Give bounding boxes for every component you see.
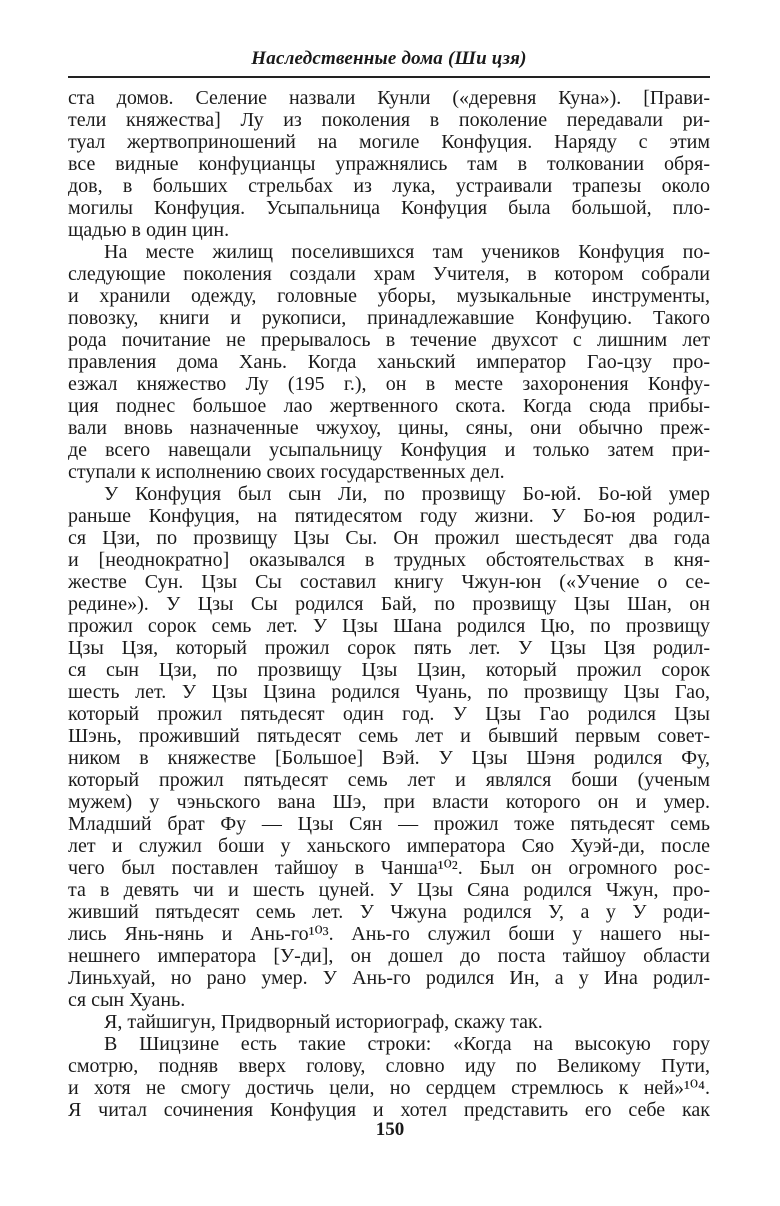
text-line: и хранили одежду, головные уборы, музыкальные инструменты, <box>68 285 710 307</box>
text-line: следующие поколения создали храм Учителя, в котором собрали <box>68 263 710 285</box>
text-line: У Конфуция был сын Ли, по прозвищу Бо-юй. Бо-юй умер <box>104 483 710 505</box>
text-line: ция поднес большое лао жертвенного скота. Когда сюда прибы- <box>68 395 710 417</box>
text-line: все видные конфуцианцы упражнялись там в толковании обря- <box>68 153 710 175</box>
text-line: та в девять чи и шесть цуней. У Цзы Сяна родился Чжун, про- <box>68 879 710 901</box>
text-line: жестве Сун. Цзы Сы составил книгу Чжун-юн («Учение о се- <box>68 571 710 593</box>
text-line: вали вновь назначенные чжухоу, цины, сяны, они обычно преж- <box>68 417 710 439</box>
text-line: живший пятьдесят семь лет. У Чжуна родился У, а у У роди- <box>68 901 710 923</box>
text-line: На месте жилищ поселившихся там учеников Конфуция по- <box>104 241 710 263</box>
text-line: де всего навещали усыпальницу Конфуция и только затем при- <box>68 439 710 461</box>
text-line: Линьхуай, но рано умер. У Ань-го родился Ин, а у Ина родил- <box>68 967 710 989</box>
text-line: и [неоднократно] оказывался в трудных обстоятельствах в кня- <box>68 549 710 571</box>
text-line: Шэнь, проживший пятьдесят семь лет и бывший первым совет- <box>68 725 710 747</box>
text-line: ся сын Цзи, по прозвищу Цзы Цзин, который прожил сорок <box>68 659 710 681</box>
text-line: ся сын Хуань. <box>68 989 186 1011</box>
text-line: который прожил пятьдесят один год. У Цзы Гао родился Цзы <box>68 703 710 725</box>
text-line: Цзы Цзя, который прожил сорок пять лет. У Цзы Цзя родил- <box>68 637 710 659</box>
text-line: ступали к исполнению своих государственных дел. <box>68 461 505 483</box>
page-number: 150 <box>375 1119 405 1140</box>
text-line: раньше Конфуция, на пятидесятом году жизни. У Бо-юя родил- <box>68 505 710 527</box>
text-line: Я, тайшигун, Придворный историограф, скажу так. <box>104 1011 543 1033</box>
text-line: туал жертвоприношений на могиле Конфуция. Наряду с этим <box>68 131 710 153</box>
page <box>68 44 710 1121</box>
body-text <box>68 87 710 1121</box>
text-line: В Шицзине есть такие строки: «Когда на высокую гору <box>104 1033 710 1055</box>
text-line: щадью в один цин. <box>68 219 230 241</box>
text-line: чего был поставлен тайшоу в Чанша¹⁰². Был он огромного рос- <box>68 857 710 879</box>
text-line: мужем) у чэньского вана Шэ, при власти которого он и умер. <box>68 791 710 813</box>
text-line: ся Цзи, по прозвищу Цзы Сы. Он прожил шестьдесят два года <box>68 527 710 549</box>
text-line: рода почитание не прерывалось в течение двухсот с лишним лет <box>68 329 710 351</box>
text-line: прожил сорок семь лет. У Цзы Шана родился Цю, по прозвищу <box>68 615 710 637</box>
text-line: и хотя не смогу достичь цели, но сердцем стремлюсь к ней»¹⁰⁴. <box>68 1077 710 1099</box>
text-line: ником в княжестве [Большое] Вэй. У Цзы Шэня родился Фу, <box>68 747 710 769</box>
header-rule <box>68 76 710 78</box>
text-line: шесть лет. У Цзы Цзина родился Чуань, по прозвищу Цзы Гао, <box>68 681 710 703</box>
text-line: редине»). У Цзы Сы родился Бай, по прозвищу Цзы Шан, он <box>68 593 710 615</box>
text-line: который прожил пятьдесят семь лет и являлся боши (ученым <box>68 769 710 791</box>
text-line: Я читал сочинения Конфуция и хотел представить его себе как <box>68 1099 710 1121</box>
text-line: езжал княжество Лу (195 г.), он в месте захоронения Конфу- <box>68 373 710 395</box>
text-line: правления дома Хань. Когда ханьский император Гао-цзу про- <box>68 351 710 373</box>
text-line: могилы Конфуция. Усыпальница Конфуция была большой, пло- <box>68 197 710 219</box>
text-line: дов, в больших стрельбах из лука, устраивали трапезы около <box>68 175 710 197</box>
text-line: лись Янь-нянь и Ань-го¹⁰³. Ань-го служил боши у нашего ны- <box>68 923 710 945</box>
text-line: тели княжества] Лу из поколения в поколение передавали ри- <box>68 109 710 131</box>
text-line: лет и служил боши у ханьского императора Сяо Хуэй-ди, после <box>68 835 710 857</box>
running-header: Наследственные дома (Ши цзя) <box>251 48 527 69</box>
text-line: повозку, книги и рукописи, принадлежавшие Конфуцию. Такого <box>68 307 710 329</box>
text-line: смотрю, подняв вверх голову, словно иду по Великому Пути, <box>68 1055 710 1077</box>
text-line: нешнего императора [У-ди], он дошел до поста тайшоу области <box>68 945 710 967</box>
text-line: Младший брат Фу — Цзы Сян — прожил тоже пятьдесят семь <box>68 813 710 835</box>
text-line: ста домов. Селение назвали Кунли («деревня Куна»). [Прави- <box>68 87 710 109</box>
